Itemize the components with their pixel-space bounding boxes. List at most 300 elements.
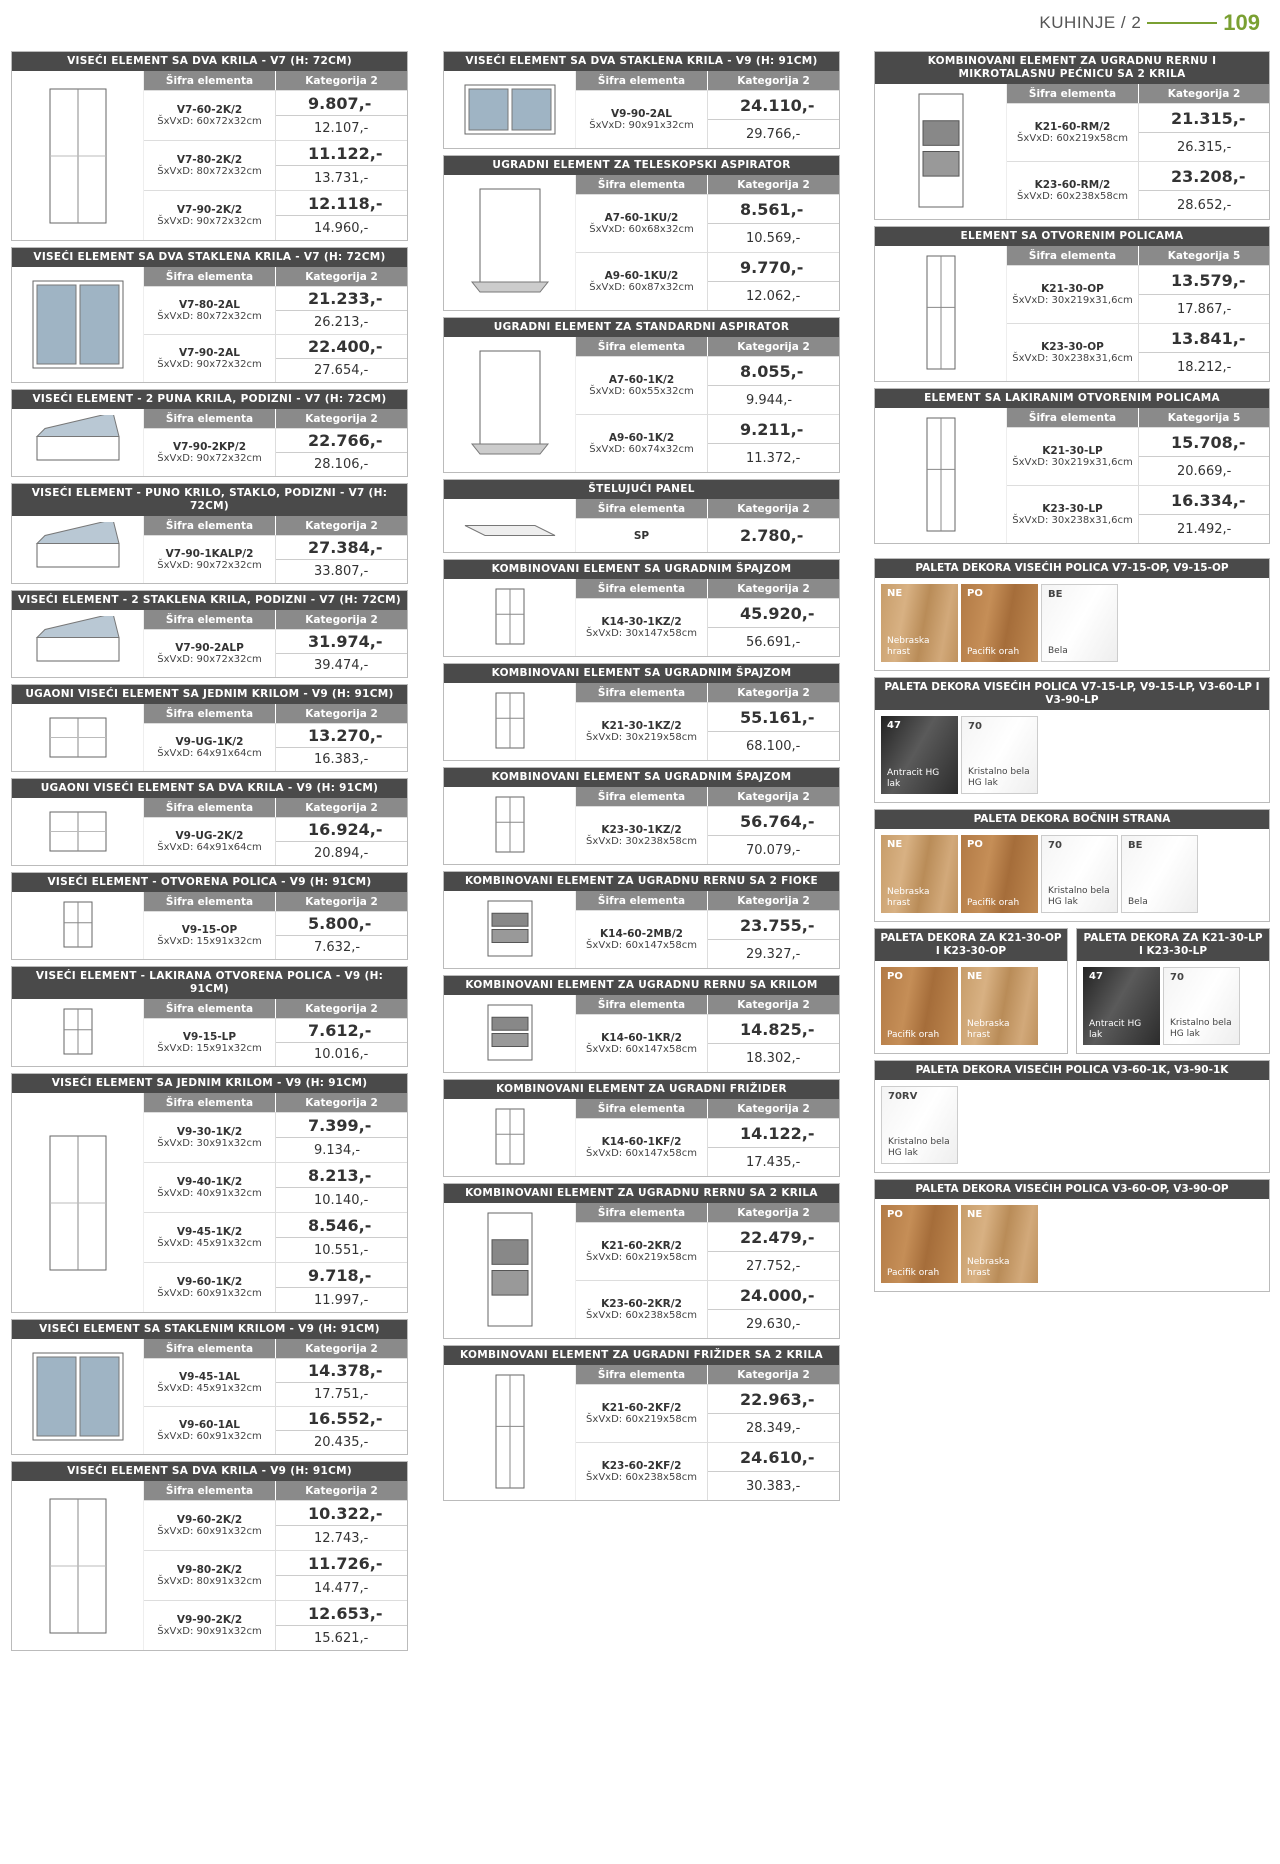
cabinet-illustration bbox=[12, 1339, 144, 1454]
price-regular: 27.752,- bbox=[746, 1258, 801, 1274]
price-regular: 29.327,- bbox=[746, 946, 801, 962]
header-category: Kategorija 2 bbox=[305, 519, 378, 532]
swatch-code: 70RV bbox=[888, 1091, 918, 1102]
price-regular: 10.140,- bbox=[314, 1192, 369, 1208]
product-row bbox=[576, 194, 839, 252]
header-code: Šifra elementa bbox=[144, 892, 276, 911]
price-main: 23.208,- bbox=[1139, 162, 1269, 191]
product-dimensions: ŠxVxD: 60x147x58cm bbox=[586, 1148, 697, 1159]
page-number: 109 bbox=[1223, 10, 1260, 35]
swatch-name: Antracit HG lak bbox=[887, 768, 940, 789]
price-regular: 28.652,- bbox=[1177, 197, 1232, 213]
header-code: Šifra elementa bbox=[576, 891, 708, 910]
product-row bbox=[144, 140, 407, 190]
price-regular: 70.079,- bbox=[746, 842, 801, 858]
decor-swatch bbox=[1121, 835, 1198, 913]
product-dimensions: ŠxVxD: 30x219x58cm bbox=[586, 732, 697, 743]
cabinet-illustration bbox=[12, 892, 144, 959]
decor-swatch bbox=[961, 1205, 1038, 1283]
swatch-name: Pacifik orah bbox=[887, 1030, 940, 1040]
price-main: 14.825,- bbox=[708, 1015, 839, 1044]
product-row bbox=[144, 629, 407, 677]
table-header bbox=[576, 1099, 839, 1118]
price-main: 23.755,- bbox=[708, 911, 839, 940]
product-dimensions: ŠxVxD: 64x91x64cm bbox=[157, 748, 262, 759]
table-header bbox=[576, 579, 839, 598]
product-block bbox=[11, 684, 408, 772]
product-code: K14-60-1KF/2 bbox=[601, 1136, 682, 1148]
header-code: Šifra elementa bbox=[144, 516, 276, 535]
table-header bbox=[144, 999, 407, 1018]
header-category: Kategorija 2 bbox=[737, 582, 810, 595]
price-cell bbox=[708, 91, 839, 148]
decor-title: PALETA DEKORA ZA K21-30-LP I K23-30-LP bbox=[1077, 929, 1269, 961]
price-main: 11.122,- bbox=[276, 141, 407, 166]
table-header bbox=[576, 891, 839, 910]
decor-swatch bbox=[881, 584, 958, 662]
swatch-code: NE bbox=[887, 839, 903, 850]
block-title: KOMBINOVANI ELEMENT SA UGRADNIM ŠPAJZOM bbox=[444, 560, 839, 579]
header-code: Šifra elementa bbox=[1007, 408, 1139, 427]
product-code: K14-60-2MB/2 bbox=[600, 928, 683, 940]
price-cell bbox=[276, 429, 407, 476]
price-regular: 12.743,- bbox=[314, 1530, 369, 1546]
price-regular: 27.654,- bbox=[314, 363, 369, 378]
header-code: Šifra elementa bbox=[576, 995, 708, 1014]
swatch-code: 70 bbox=[1048, 840, 1062, 851]
product-row bbox=[144, 535, 407, 583]
price-main: 16.924,- bbox=[276, 818, 407, 842]
product-dimensions: ŠxVxD: 60x72x32cm bbox=[157, 116, 262, 127]
price-regular: 33.807,- bbox=[314, 564, 369, 579]
product-dimensions: ŠxVxD: 60x219x58cm bbox=[586, 1252, 697, 1263]
decor-palette bbox=[874, 1060, 1270, 1173]
product-dimensions: ŠxVxD: 60x219x58cm bbox=[586, 1414, 697, 1425]
table-header bbox=[144, 1481, 407, 1500]
price-cell bbox=[708, 1015, 839, 1072]
price-main: 12.118,- bbox=[276, 191, 407, 216]
decor-swatch bbox=[1041, 584, 1118, 662]
price-main: 9.807,- bbox=[276, 91, 407, 116]
table-header bbox=[144, 516, 407, 535]
product-code: V9-15-LP bbox=[182, 1031, 237, 1043]
decor-palette bbox=[874, 809, 1270, 922]
product-block bbox=[11, 966, 408, 1067]
column-3 bbox=[874, 51, 1270, 1298]
product-code-cell bbox=[1007, 486, 1139, 543]
swatch-name: Bela bbox=[1048, 646, 1068, 656]
product-code: K23-60-2KF/2 bbox=[601, 1460, 682, 1472]
product-row bbox=[144, 1162, 407, 1212]
product-code: V9-60-2K/2 bbox=[176, 1514, 243, 1526]
product-dimensions: ŠxVxD: 30x147x58cm bbox=[586, 628, 697, 639]
product-code-cell bbox=[144, 1359, 276, 1406]
price-main: 21.315,- bbox=[1139, 104, 1269, 133]
block-title: KOMBINOVANI ELEMENT ZA UGRADNU RERNU SA KRILOM bbox=[444, 976, 839, 995]
table-header bbox=[144, 71, 407, 90]
header-category: Kategorija 2 bbox=[305, 1002, 378, 1015]
product-code: V9-45-1K/2 bbox=[176, 1226, 243, 1238]
product-dimensions: ŠxVxD: 30x238x31,6cm bbox=[1012, 515, 1133, 526]
product-code-cell bbox=[1007, 428, 1139, 485]
cabinet-illustration bbox=[444, 71, 576, 148]
block-title: UGAONI VISEĆI ELEMENT SA JEDNIM KRILOM - V9 (H: 91CM) bbox=[12, 685, 407, 704]
swatch-code: BE bbox=[1128, 840, 1143, 851]
price-regular: 17.751,- bbox=[314, 1387, 369, 1402]
price-cell bbox=[1139, 486, 1269, 543]
price-regular: 28.349,- bbox=[746, 1420, 801, 1436]
header-category: Kategorija 2 bbox=[737, 178, 810, 191]
block-title: VISEĆI ELEMENT SA DVA KRILA - V9 (H: 91CM) bbox=[12, 1462, 407, 1481]
cabinet-illustration bbox=[12, 1093, 144, 1312]
product-dimensions: ŠxVxD: 60x74x32cm bbox=[589, 444, 694, 455]
decor-title: PALETA DEKORA ZA K21-30-OP I K23-30-OP bbox=[875, 929, 1067, 961]
product-block bbox=[443, 559, 840, 657]
block-title: VISEĆI ELEMENT - OTVORENA POLICA - V9 (H: 91CM) bbox=[12, 873, 407, 892]
product-dimensions: ŠxVxD: 30x238x31,6cm bbox=[1012, 353, 1133, 364]
product-code-cell bbox=[1007, 104, 1139, 161]
cabinet-illustration bbox=[875, 408, 1007, 543]
swatch-code: NE bbox=[967, 971, 983, 982]
price-cell bbox=[708, 519, 839, 552]
header-code: Šifra elementa bbox=[576, 787, 708, 806]
product-row bbox=[144, 1550, 407, 1600]
price-cell bbox=[708, 911, 839, 968]
decor-swatch bbox=[881, 1205, 958, 1283]
price-regular: 13.731,- bbox=[314, 170, 369, 186]
block-title: KOMBINOVANI ELEMENT ZA UGRADNU RERNU SA 2 KRILA bbox=[444, 1184, 839, 1203]
product-code: K23-60-2KR/2 bbox=[601, 1298, 682, 1310]
product-block bbox=[443, 1183, 840, 1339]
cabinet-illustration bbox=[875, 84, 1007, 219]
product-dimensions: ŠxVxD: 80x72x32cm bbox=[157, 166, 262, 177]
swatch-code: 47 bbox=[887, 720, 901, 731]
price-cell bbox=[276, 191, 407, 240]
block-title: KOMBINOVANI ELEMENT ZA UGRADNU RERNU I MIKROTALASNU PEĆNICU SA 2 KRILA bbox=[875, 52, 1269, 84]
product-code: V9-45-1AL bbox=[179, 1371, 240, 1383]
header-code: Šifra elementa bbox=[576, 71, 708, 90]
price-cell bbox=[276, 724, 407, 771]
product-dimensions: ŠxVxD: 30x91x32cm bbox=[157, 1138, 262, 1149]
swatch-name: Kristalno bela HG lak bbox=[1048, 886, 1110, 907]
header-code: Šifra elementa bbox=[144, 999, 276, 1018]
decor-title: PALETA DEKORA VISEĆIH POLICA V3-60-OP, V3-90-OP bbox=[875, 1180, 1269, 1199]
price-main: 14.378,- bbox=[276, 1359, 407, 1383]
block-title: ELEMENT SA OTVORENIM POLICAMA bbox=[875, 227, 1269, 246]
product-code: V9-UG-2K/2 bbox=[175, 830, 244, 842]
product-block bbox=[11, 1461, 408, 1651]
product-block bbox=[11, 872, 408, 960]
product-dimensions: ŠxVxD: 60x219x58cm bbox=[1017, 133, 1128, 144]
price-cell bbox=[276, 1263, 407, 1312]
swatch-name: Kristalno bela HG lak bbox=[968, 767, 1030, 788]
block-title: ELEMENT SA LAKIRANIM OTVORENIM POLICAMA bbox=[875, 389, 1269, 408]
swatch-name: Nebraska hrast bbox=[887, 636, 930, 657]
product-code-cell bbox=[144, 1601, 276, 1650]
table-header bbox=[576, 1365, 839, 1384]
product-row bbox=[144, 1406, 407, 1454]
column-2 bbox=[443, 51, 840, 1507]
price-regular: 11.372,- bbox=[746, 450, 801, 466]
product-code-cell bbox=[576, 415, 708, 472]
price-cell bbox=[276, 1213, 407, 1262]
product-row bbox=[144, 1018, 407, 1066]
product-code-cell bbox=[1007, 162, 1139, 219]
product-code: V7-80-2K/2 bbox=[176, 154, 243, 166]
header-category: Kategorija 2 bbox=[305, 74, 378, 87]
decor-swatch bbox=[961, 716, 1038, 794]
column-1 bbox=[11, 51, 408, 1657]
product-dimensions: ŠxVxD: 15x91x32cm bbox=[157, 1043, 262, 1054]
price-main: 16.334,- bbox=[1139, 486, 1269, 515]
cabinet-illustration bbox=[12, 610, 144, 677]
product-block bbox=[443, 663, 840, 761]
price-main: 7.612,- bbox=[276, 1019, 407, 1043]
price-cell bbox=[276, 912, 407, 959]
price-regular: 17.435,- bbox=[746, 1154, 801, 1170]
product-code: K14-60-1KR/2 bbox=[601, 1032, 682, 1044]
product-row bbox=[1007, 265, 1269, 323]
product-code-cell bbox=[144, 1501, 276, 1550]
swatch-name: Nebraska hrast bbox=[967, 1257, 1010, 1278]
block-title: KOMBINOVANI ELEMENT ZA UGRADNI FRIŽIDER bbox=[444, 1080, 839, 1099]
cabinet-illustration bbox=[444, 787, 576, 864]
price-cell bbox=[708, 253, 839, 310]
decor-title: PALETA DEKORA BOČNIH STRANA bbox=[875, 810, 1269, 829]
product-block bbox=[11, 590, 408, 678]
price-regular: 39.474,- bbox=[314, 658, 369, 673]
table-header bbox=[576, 71, 839, 90]
header-category: Kategorija 2 bbox=[305, 895, 378, 908]
price-regular: 11.997,- bbox=[314, 1292, 369, 1308]
header-code: Šifra elementa bbox=[144, 267, 276, 286]
price-main: 21.233,- bbox=[276, 287, 407, 311]
product-code: A7-60-1K/2 bbox=[608, 374, 675, 386]
header-code: Šifra elementa bbox=[144, 71, 276, 90]
cabinet-illustration bbox=[12, 409, 144, 476]
table-header bbox=[144, 610, 407, 629]
page-header bbox=[1039, 6, 1260, 40]
price-regular: 68.100,- bbox=[746, 738, 801, 754]
product-code: A9-60-1KU/2 bbox=[604, 270, 679, 282]
cabinet-illustration bbox=[875, 246, 1007, 381]
table-header bbox=[576, 175, 839, 194]
price-cell bbox=[276, 335, 407, 382]
product-row bbox=[576, 910, 839, 968]
price-cell bbox=[276, 1407, 407, 1454]
cabinet-illustration bbox=[444, 579, 576, 656]
product-block bbox=[443, 317, 840, 473]
price-cell bbox=[276, 141, 407, 190]
price-main: 31.974,- bbox=[276, 630, 407, 654]
product-code-cell bbox=[144, 912, 276, 959]
product-dimensions: ŠxVxD: 90x72x32cm bbox=[157, 216, 262, 227]
block-title: KOMBINOVANI ELEMENT SA UGRADNIM ŠPAJZOM bbox=[444, 664, 839, 683]
product-block bbox=[443, 871, 840, 969]
product-row bbox=[1007, 427, 1269, 485]
table-header bbox=[576, 683, 839, 702]
product-dimensions: ŠxVxD: 60x87x32cm bbox=[589, 282, 694, 293]
price-cell bbox=[708, 357, 839, 414]
header-category: Kategorija 2 bbox=[737, 1368, 810, 1381]
product-code-cell bbox=[576, 807, 708, 864]
product-code-cell bbox=[144, 630, 276, 677]
swatch-code: PO bbox=[887, 1209, 903, 1220]
product-row bbox=[576, 1222, 839, 1280]
table-header bbox=[144, 267, 407, 286]
product-code: V7-60-2K/2 bbox=[176, 104, 243, 116]
swatch-code: PO bbox=[887, 971, 903, 982]
product-dimensions: ŠxVxD: 60x238x58cm bbox=[1017, 191, 1128, 202]
header-code: Šifra elementa bbox=[144, 1339, 276, 1358]
product-row bbox=[144, 1500, 407, 1550]
swatch-code: 70 bbox=[968, 721, 982, 732]
swatch-name: Pacifik orah bbox=[967, 647, 1020, 657]
price-main: 5.800,- bbox=[276, 912, 407, 936]
product-code: V9-15-OP bbox=[181, 924, 238, 936]
cabinet-illustration bbox=[12, 267, 144, 382]
price-cell bbox=[708, 1281, 839, 1338]
header-code: Šifra elementa bbox=[576, 1365, 708, 1384]
block-title: VISEĆI ELEMENT - 2 PUNA KRILA, PODIZNI - V7 (H: 72CM) bbox=[12, 390, 407, 409]
product-block bbox=[443, 155, 840, 311]
product-dimensions: ŠxVxD: 90x72x32cm bbox=[157, 359, 262, 370]
header-category: Kategorija 2 bbox=[305, 707, 378, 720]
product-row bbox=[576, 1280, 839, 1338]
price-cell bbox=[276, 1601, 407, 1650]
table-header bbox=[1007, 408, 1269, 427]
swatch-name: Nebraska hrast bbox=[887, 887, 930, 908]
product-code: V7-90-2K/2 bbox=[176, 204, 243, 216]
product-dimensions: ŠxVxD: 45x91x32cm bbox=[157, 1383, 262, 1394]
product-dimensions: ŠxVxD: 30x238x58cm bbox=[586, 836, 697, 847]
product-code: K23-30-1KZ/2 bbox=[601, 824, 682, 836]
decor-palette bbox=[874, 677, 1270, 803]
decor-palette bbox=[1076, 928, 1270, 1054]
product-row bbox=[576, 1118, 839, 1176]
product-code: V9-30-1K/2 bbox=[176, 1126, 243, 1138]
decor-swatch bbox=[1083, 967, 1160, 1045]
product-code: A7-60-1KU/2 bbox=[604, 212, 679, 224]
product-dimensions: ŠxVxD: 60x55x32cm bbox=[589, 386, 694, 397]
decor-swatch bbox=[961, 584, 1038, 662]
price-regular: 7.632,- bbox=[314, 940, 361, 955]
product-code-cell bbox=[576, 253, 708, 310]
swatch-code: BE bbox=[1048, 589, 1063, 600]
cabinet-illustration bbox=[12, 704, 144, 771]
cabinet-illustration bbox=[12, 516, 144, 583]
product-row bbox=[144, 1112, 407, 1162]
price-main: 13.270,- bbox=[276, 724, 407, 748]
block-title: VISEĆI ELEMENT SA DVA KRILA - V7 (H: 72CM) bbox=[12, 52, 407, 71]
product-code-cell bbox=[144, 429, 276, 476]
block-title: VISEĆI ELEMENT SA DVA STAKLENA KRILA - V7 (H: 72CM) bbox=[12, 248, 407, 267]
product-code-cell bbox=[144, 287, 276, 334]
product-code-cell bbox=[144, 818, 276, 865]
product-row bbox=[144, 428, 407, 476]
product-dimensions: ŠxVxD: 15x91x32cm bbox=[157, 936, 262, 947]
swatch-code: NE bbox=[967, 1209, 983, 1220]
cabinet-illustration bbox=[444, 891, 576, 968]
product-block bbox=[874, 51, 1270, 220]
table-header bbox=[1007, 84, 1269, 103]
product-dimensions: ŠxVxD: 80x72x32cm bbox=[157, 311, 262, 322]
price-main: 12.653,- bbox=[276, 1601, 407, 1626]
price-main: 55.161,- bbox=[708, 703, 839, 732]
header-code: Šifra elementa bbox=[576, 1099, 708, 1118]
header-category: Kategorija 2 bbox=[305, 613, 378, 626]
block-title: KOMBINOVANI ELEMENT ZA UGRADNI FRIŽIDER SA 2 KRILA bbox=[444, 1346, 839, 1365]
product-code-cell bbox=[1007, 324, 1139, 381]
swatch-name: Bela bbox=[1128, 897, 1148, 907]
cabinet-illustration bbox=[444, 499, 576, 552]
header-code: Šifra elementa bbox=[576, 1203, 708, 1222]
product-dimensions: ŠxVxD: 60x238x58cm bbox=[586, 1472, 697, 1483]
price-cell bbox=[708, 1385, 839, 1442]
price-cell bbox=[276, 1359, 407, 1406]
product-code: K21-60-2KF/2 bbox=[601, 1402, 682, 1414]
cabinet-illustration bbox=[12, 71, 144, 240]
decor-swatch bbox=[881, 1086, 958, 1164]
product-code-cell bbox=[1007, 266, 1139, 323]
price-regular: 30.383,- bbox=[746, 1478, 801, 1494]
product-block bbox=[443, 1345, 840, 1501]
product-code-cell bbox=[576, 1281, 708, 1338]
product-row bbox=[1007, 103, 1269, 161]
price-cell bbox=[276, 818, 407, 865]
price-main: 22.766,- bbox=[276, 429, 407, 453]
price-main: 11.726,- bbox=[276, 1551, 407, 1576]
table-header bbox=[1007, 246, 1269, 265]
product-dimensions: ŠxVxD: 60x91x32cm bbox=[157, 1526, 262, 1537]
decor-swatch bbox=[1041, 835, 1118, 913]
product-dimensions: ŠxVxD: 80x91x32cm bbox=[157, 1576, 262, 1587]
decor-title: PALETA DEKORA VISEĆIH POLICA V3-60-1K, V3-90-1K bbox=[875, 1061, 1269, 1080]
product-dimensions: ŠxVxD: 90x91x32cm bbox=[589, 120, 694, 131]
product-row bbox=[144, 286, 407, 334]
block-title: UGRADNI ELEMENT ZA TELESKOPSKI ASPIRATOR bbox=[444, 156, 839, 175]
price-regular: 10.551,- bbox=[314, 1242, 369, 1258]
product-row bbox=[1007, 323, 1269, 381]
product-dimensions: ŠxVxD: 30x219x31,6cm bbox=[1012, 295, 1133, 306]
product-dimensions: ŠxVxD: 90x72x32cm bbox=[157, 453, 262, 464]
price-main: 7.399,- bbox=[276, 1113, 407, 1138]
swatch-code: PO bbox=[967, 588, 983, 599]
header-category: Kategorija 2 bbox=[737, 502, 810, 515]
price-main: 22.479,- bbox=[708, 1223, 839, 1252]
product-code: V9-40-1K/2 bbox=[176, 1176, 243, 1188]
header-code: Šifra elementa bbox=[144, 1481, 276, 1500]
price-regular: 14.477,- bbox=[314, 1580, 369, 1596]
product-row bbox=[144, 334, 407, 382]
product-code-cell bbox=[576, 1119, 708, 1176]
swatch-name: Antracit HG lak bbox=[1089, 1019, 1142, 1040]
price-cell bbox=[708, 415, 839, 472]
product-code-cell bbox=[144, 1213, 276, 1262]
price-cell bbox=[276, 1113, 407, 1162]
product-dimensions: ŠxVxD: 60x238x58cm bbox=[586, 1310, 697, 1321]
price-regular: 9.944,- bbox=[746, 392, 793, 408]
product-code: V7-80-2AL bbox=[179, 299, 240, 311]
header-code: Šifra elementa bbox=[576, 683, 708, 702]
header-category: Kategorija 2 bbox=[737, 1206, 810, 1219]
table-header bbox=[576, 337, 839, 356]
product-dimensions: ŠxVxD: 60x91x32cm bbox=[157, 1431, 262, 1442]
price-cell bbox=[708, 703, 839, 760]
product-block bbox=[11, 1073, 408, 1313]
price-main: 8.213,- bbox=[276, 1163, 407, 1188]
table-header bbox=[144, 1093, 407, 1112]
